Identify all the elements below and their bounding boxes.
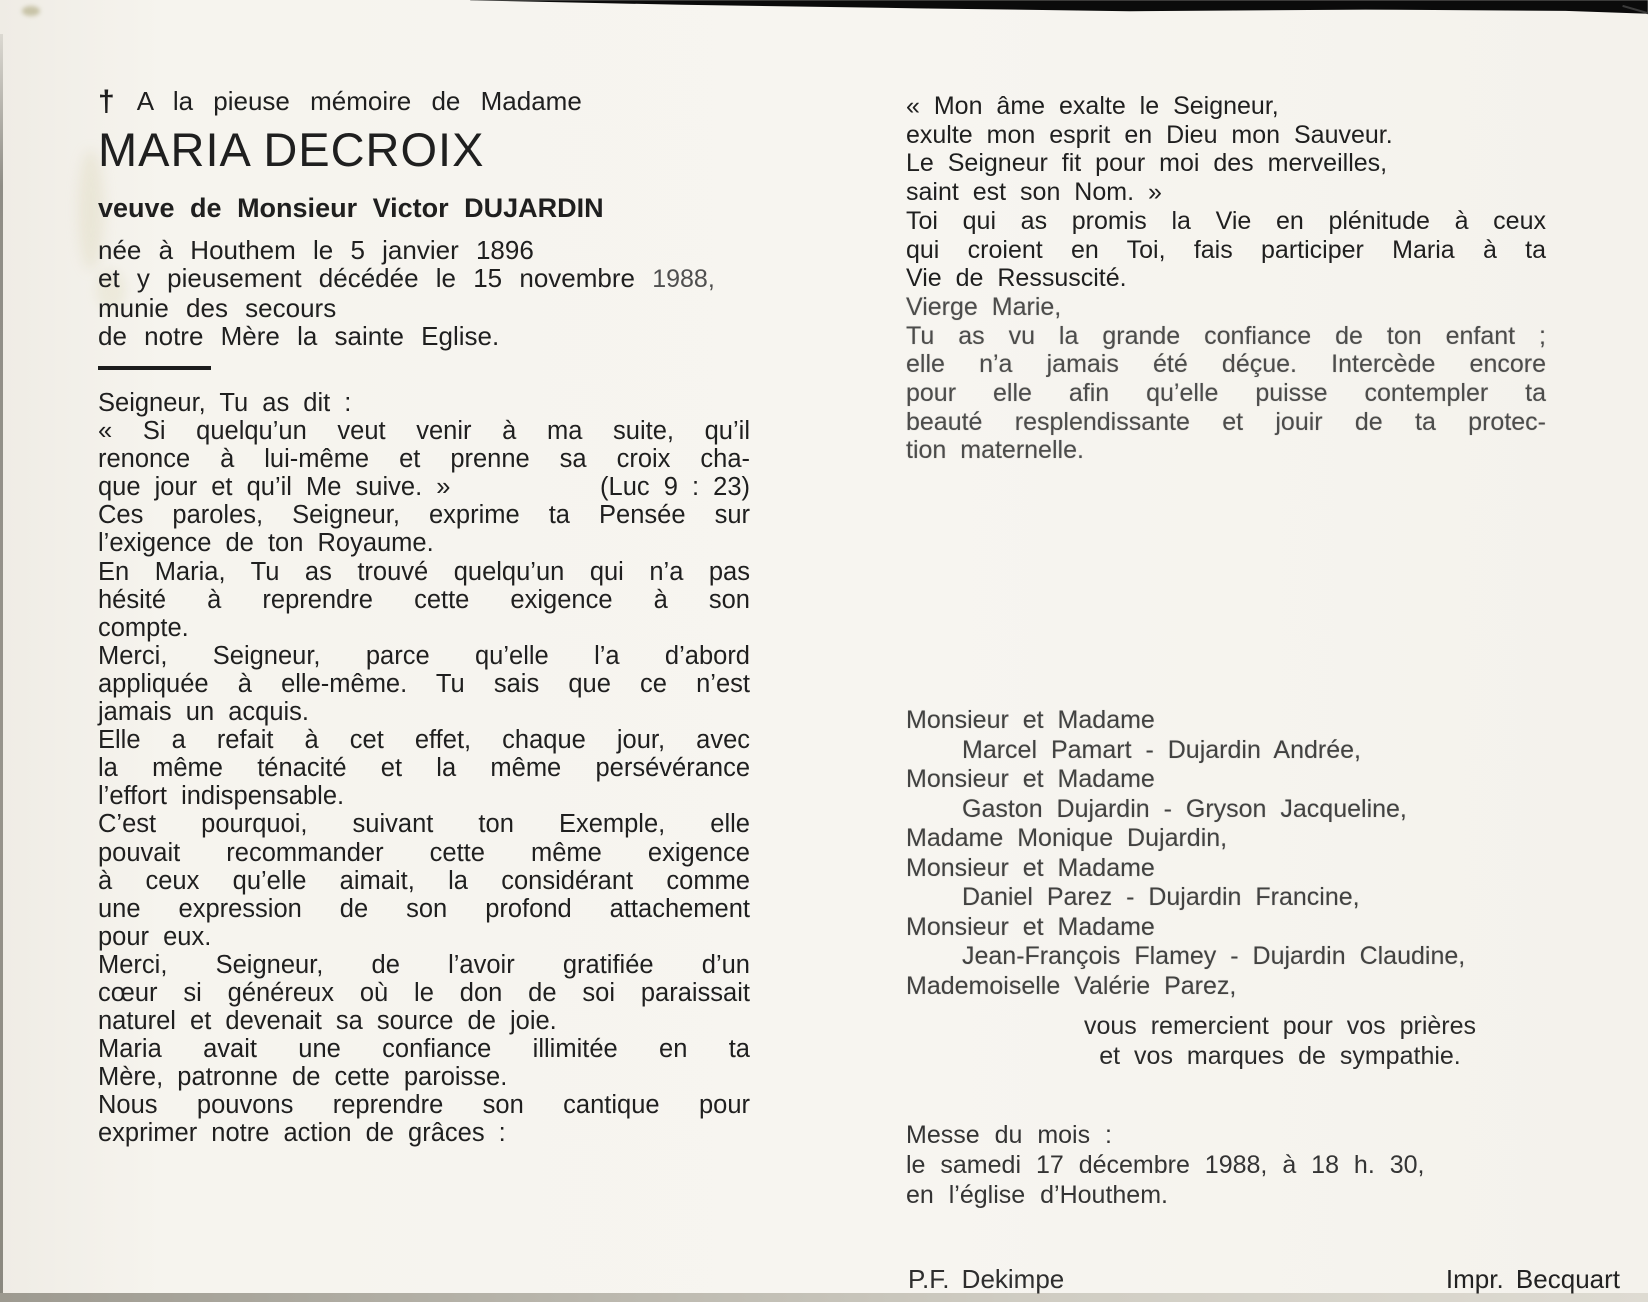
scan-left-edge: [0, 34, 3, 1302]
scan-top-band: [470, 0, 1648, 16]
prayer-text-column: [98, 389, 750, 1148]
family-line: Monsieur et Madame: [906, 853, 1155, 882]
canticle-column: [906, 92, 1546, 465]
text-line: l’exigence de ton Royaume.: [98, 529, 434, 558]
memorial-intro: [98, 86, 778, 116]
death-year: 1988,: [652, 265, 715, 294]
header-block: [98, 86, 778, 350]
thanks-lines: [1024, 1012, 1536, 1071]
family-line: Jean-François Flamey - Dujardin Claudine,: [962, 942, 1466, 970]
text-line: le samedi 17 décembre 1988, à 18 h. 30,: [906, 1151, 1425, 1179]
text-line: C’est pourquoi, suivant ton Exemple, elle: [98, 810, 750, 839]
deceased-name: MARIA DECROIX: [98, 123, 485, 176]
mass-announcement: [906, 1120, 1546, 1210]
eglise-line: de notre Mère la sainte Eglise.: [98, 320, 500, 351]
death-line-text: et y pieusement décédée le 15 novembre: [98, 263, 635, 294]
text-line: vous remercient pour vos prières: [1083, 1012, 1477, 1040]
family-line: Monsieur et Madame: [906, 912, 1155, 941]
family-line: Monsieur et Madame: [906, 765, 1155, 793]
printer-credit: Impr. Becquart: [1445, 1264, 1620, 1294]
text-line: qui croient en Toi, fais participer Maria à ta: [906, 235, 1546, 264]
family-line: Marcel Pamart - Dujardin Andrée,: [962, 735, 1361, 764]
text-line: beauté resplendissante et jouir de ta protec-: [906, 407, 1546, 436]
text-line: compte.: [98, 613, 189, 642]
text-line: Maria avait une confiance illimitée en ta: [98, 1035, 750, 1064]
text-line: exprimer notre action de grâces :: [98, 1119, 506, 1148]
text-line: la même ténacité et la même persévérance: [98, 754, 750, 783]
text-line: en l’église d’Houthem.: [906, 1181, 1168, 1209]
text-line: Vie de Ressuscité.: [906, 264, 1127, 293]
family-line: Gaston Dujardin - Gryson Jacqueline,: [962, 794, 1407, 823]
text-line: Nous pouvons reprendre son cantique pour: [98, 1091, 750, 1120]
text-line: et vos marques de sympathie.: [1099, 1041, 1461, 1070]
paper-stain: [22, 6, 40, 16]
text-line: à ceux qu’elle aimait, la considérant comme: [98, 866, 750, 895]
text-line: pour eux.: [98, 922, 212, 951]
text-line: [98, 473, 750, 501]
text-line: Merci, Seigneur, parce qu’elle l’a d’abord: [98, 641, 750, 670]
text-line: En Maria, Tu as trouvé quelqu’un qui n’a pas: [98, 557, 750, 586]
memorial-intro-text: A la pieuse mémoire de Madame: [136, 86, 582, 116]
text-line: Tu as vu la grande confiance de ton enfant ;: [906, 321, 1546, 350]
widow-line: veuve de Monsieur Victor DUJARDIN: [98, 193, 604, 223]
text-line: exulte mon esprit en Dieu mon Sauveur.: [906, 120, 1393, 149]
text-line: l’effort indispensable.: [98, 782, 345, 811]
family-line: Mademoiselle Valérie Parez,: [906, 971, 1237, 1000]
text-line: Messe du mois :: [906, 1121, 1113, 1149]
text-line: Elle a refait à cet effet, chaque jour, avec: [98, 726, 750, 755]
text-line: Vierge Marie,: [906, 292, 1062, 321]
text-line: pouvait recommander cette même exigence: [98, 838, 750, 867]
secours-line: munie des secours: [98, 292, 337, 323]
family-line: Madame Monique Dujardin,: [906, 824, 1228, 852]
text-line: « Si quelqu’un veut venir à ma suite, qu’il: [98, 417, 750, 446]
scan-bottom-edge: [0, 1293, 1648, 1302]
family-line: Monsieur et Madame: [906, 706, 1155, 734]
text-line: « Mon âme exalte le Seigneur,: [906, 92, 1279, 120]
birth-line: née à Houthem le 5 janvier 1896: [98, 235, 534, 265]
dagger-cross-icon: †: [98, 85, 115, 118]
text-line: hésité à reprendre cette exigence à son: [98, 585, 750, 614]
vital-dates: [98, 236, 778, 350]
text-line: elle n’a jamais été déçue. Intercède encore: [906, 350, 1546, 379]
text-line: appliquée à elle-même. Tu sais que ce n’est: [98, 669, 750, 698]
family-line: Daniel Parez - Dujardin Francine,: [962, 883, 1360, 911]
separator-rule: [98, 366, 211, 370]
text-line: saint est son Nom. »: [906, 178, 1162, 207]
funeral-home-credit: P.F. Dekimpe: [908, 1264, 1065, 1294]
text-line: Mère, patronne de cette paroisse.: [98, 1063, 508, 1092]
text-line: Merci, Seigneur, de l’avoir gratifiée d’un: [98, 950, 750, 979]
text-line: cœur si généreux où le don de soi paraissait: [98, 978, 750, 1007]
text-line: Seigneur, Tu as dit :: [98, 389, 352, 417]
text-line: tion maternelle.: [906, 436, 1084, 465]
text-line: naturel et devenait sa source de joie.: [98, 1007, 557, 1036]
death-line: [98, 264, 778, 293]
text-line: pour elle afin qu’elle puisse contempler ta: [906, 379, 1546, 408]
text-line: renonce à lui-même et prenne sa croix cha-: [98, 445, 750, 474]
text-line: Le Seigneur fit pour moi des merveilles,: [906, 149, 1388, 178]
scripture-reference: (Luc 9 : 23): [600, 473, 750, 502]
text-line: jamais un acquis.: [98, 698, 310, 727]
family-list: [906, 706, 1546, 1001]
quote-end: que jour et qu’il Me suive. »: [98, 473, 451, 502]
text-line: Ces paroles, Seigneur, exprime ta Pensée sur: [98, 501, 750, 530]
text-line: une expression de son profond attachement: [98, 894, 750, 923]
text-line: Toi qui as promis la Vie en plénitude à ceux: [906, 206, 1546, 235]
